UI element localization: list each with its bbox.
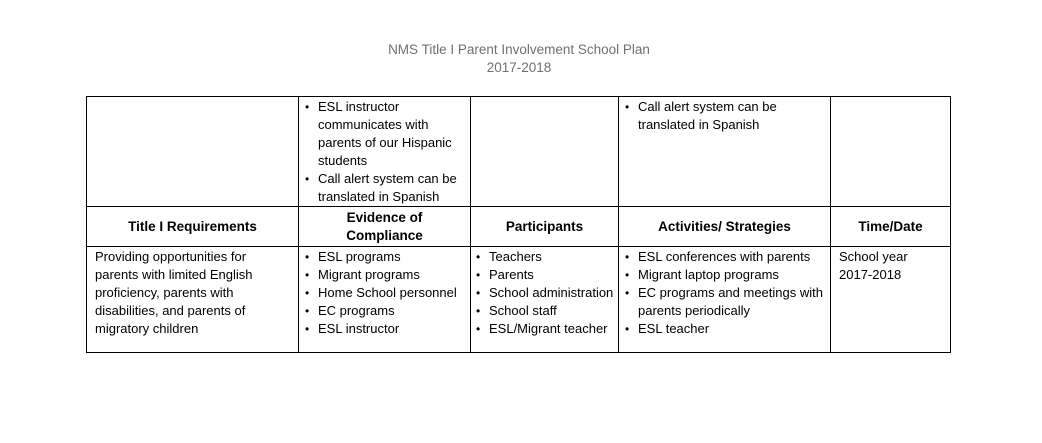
- evidence-list: [305, 248, 464, 338]
- column-header-participants: Participants: [471, 207, 619, 247]
- activities-list: [625, 248, 824, 338]
- list-item: • School administration: [476, 284, 614, 302]
- top-evidence-list: [305, 98, 464, 206]
- column-header-requirements: Title I Requirements: [87, 207, 299, 247]
- top-requirements-cell: [87, 97, 299, 207]
- list-item: • ESL instructor communicates with parents of our Hispanic students: [305, 98, 464, 170]
- list-item: • ESL programs: [305, 248, 464, 266]
- time-text: School year 2017-2018: [839, 249, 908, 282]
- list-item: • Call alert system can be translated in Spanish: [305, 170, 464, 206]
- top-activities-list: [625, 98, 824, 134]
- table-row: [87, 247, 951, 353]
- list-item: • Migrant programs: [305, 266, 464, 284]
- participants-cell: [471, 247, 619, 353]
- evidence-cell: [299, 247, 471, 353]
- plan-table: [86, 96, 951, 353]
- column-header-evidence: Evidence of Compliance: [299, 207, 471, 247]
- document-year: 2017-2018: [486, 60, 552, 75]
- list-item: • Call alert system can be translated in Spanish: [625, 98, 824, 134]
- document-title: NMS Title I Parent Involvement School Plan: [388, 42, 650, 57]
- time-cell: [831, 247, 951, 353]
- list-item: • ESL instructor: [305, 320, 464, 338]
- column-header-activities: Activities/ Strategies: [619, 207, 831, 247]
- activities-cell: [619, 247, 831, 353]
- list-item: • Home School personnel: [305, 284, 464, 302]
- top-evidence-cell: [299, 97, 471, 207]
- top-row: [87, 97, 951, 207]
- list-item: • Parents: [476, 266, 614, 284]
- list-item: • Migrant laptop programs: [625, 266, 824, 284]
- requirement-cell: [87, 247, 299, 353]
- column-header-row: [87, 207, 951, 247]
- list-item: • Teachers: [476, 248, 614, 266]
- requirement-text: Providing opportunities for parents with limited English proficiency, parents with disabilities, and parents of migratory children: [95, 249, 253, 336]
- top-activities-cell: [619, 97, 831, 207]
- list-item: • ESL teacher: [625, 320, 824, 338]
- list-item: • ESL conferences with parents: [625, 248, 824, 266]
- column-header-time: Time/Date: [831, 207, 951, 247]
- participants-list: [476, 248, 614, 338]
- list-item: • School staff: [476, 302, 614, 320]
- list-item: • EC programs: [305, 302, 464, 320]
- top-time-cell: [831, 97, 951, 207]
- top-participants-cell: [471, 97, 619, 207]
- document-header: [0, 41, 1038, 77]
- list-item: • ESL/Migrant teacher: [476, 320, 614, 338]
- list-item: • EC programs and meetings with parents periodically: [625, 284, 824, 320]
